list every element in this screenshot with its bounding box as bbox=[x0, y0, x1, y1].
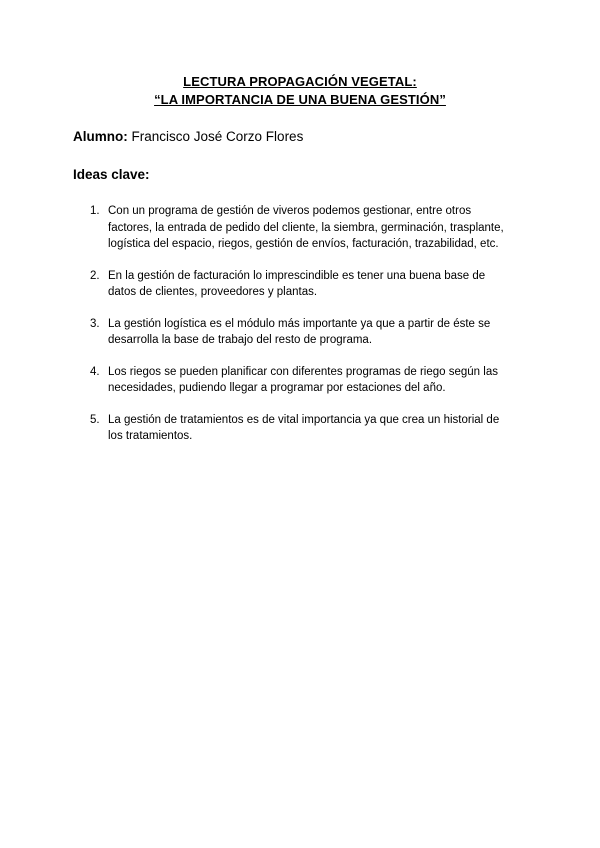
student-line bbox=[73, 128, 303, 146]
idea-text-line: La gestión de tratamientos es de vital importancia ya que crea un historial de bbox=[108, 413, 500, 426]
idea-text-line: necesidades, pudiendo llegar a programar por estaciones del año. bbox=[108, 382, 446, 394]
student-label: Alumno: bbox=[73, 129, 128, 144]
title-line-1: LECTURA PROPAGACIÓN VEGETAL: bbox=[183, 74, 417, 89]
idea-item bbox=[90, 203, 530, 253]
ideas-list bbox=[90, 203, 530, 460]
idea-number: 1. bbox=[90, 205, 100, 217]
idea-item bbox=[90, 364, 530, 397]
idea-number: 4. bbox=[90, 365, 100, 378]
idea-text-line: logística del espacio, riegos, gestión de envíos, facturación, trazabilidad, etc. bbox=[108, 238, 499, 250]
idea-number: 2. bbox=[90, 269, 100, 282]
idea-item bbox=[90, 316, 530, 349]
idea-text-line: factores, la entrada de pedido del cliente, la siembra, germinación, trasplante, bbox=[108, 221, 504, 234]
document-title bbox=[0, 73, 600, 109]
idea-item bbox=[90, 412, 530, 445]
idea-text-line: En la gestión de facturación lo imprescindible es tener una buena base de bbox=[108, 269, 486, 282]
idea-text-line: desarrolla la base de trabajo del resto de programa. bbox=[108, 334, 373, 346]
title-line-2: “LA IMPORTANCIA DE UNA BUENA GESTIÓN” bbox=[154, 92, 446, 107]
idea-number: 3. bbox=[90, 317, 100, 330]
idea-item bbox=[90, 268, 530, 301]
idea-text-line: Los riegos se pueden planificar con diferentes programas de riego según las bbox=[108, 365, 498, 378]
idea-text-line: datos de clientes, proveedores y plantas. bbox=[108, 286, 318, 298]
idea-text-line: Con un programa de gestión de viveros podemos gestionar, entre otros bbox=[108, 205, 472, 217]
idea-number: 5. bbox=[90, 413, 100, 426]
ideas-heading: Ideas clave: bbox=[73, 167, 150, 182]
idea-text-line: La gestión logística es el módulo más importante ya que a partir de éste se bbox=[108, 317, 491, 330]
idea-text-line: los tratamientos. bbox=[108, 430, 193, 442]
student-name: Francisco José Corzo Flores bbox=[131, 129, 304, 144]
